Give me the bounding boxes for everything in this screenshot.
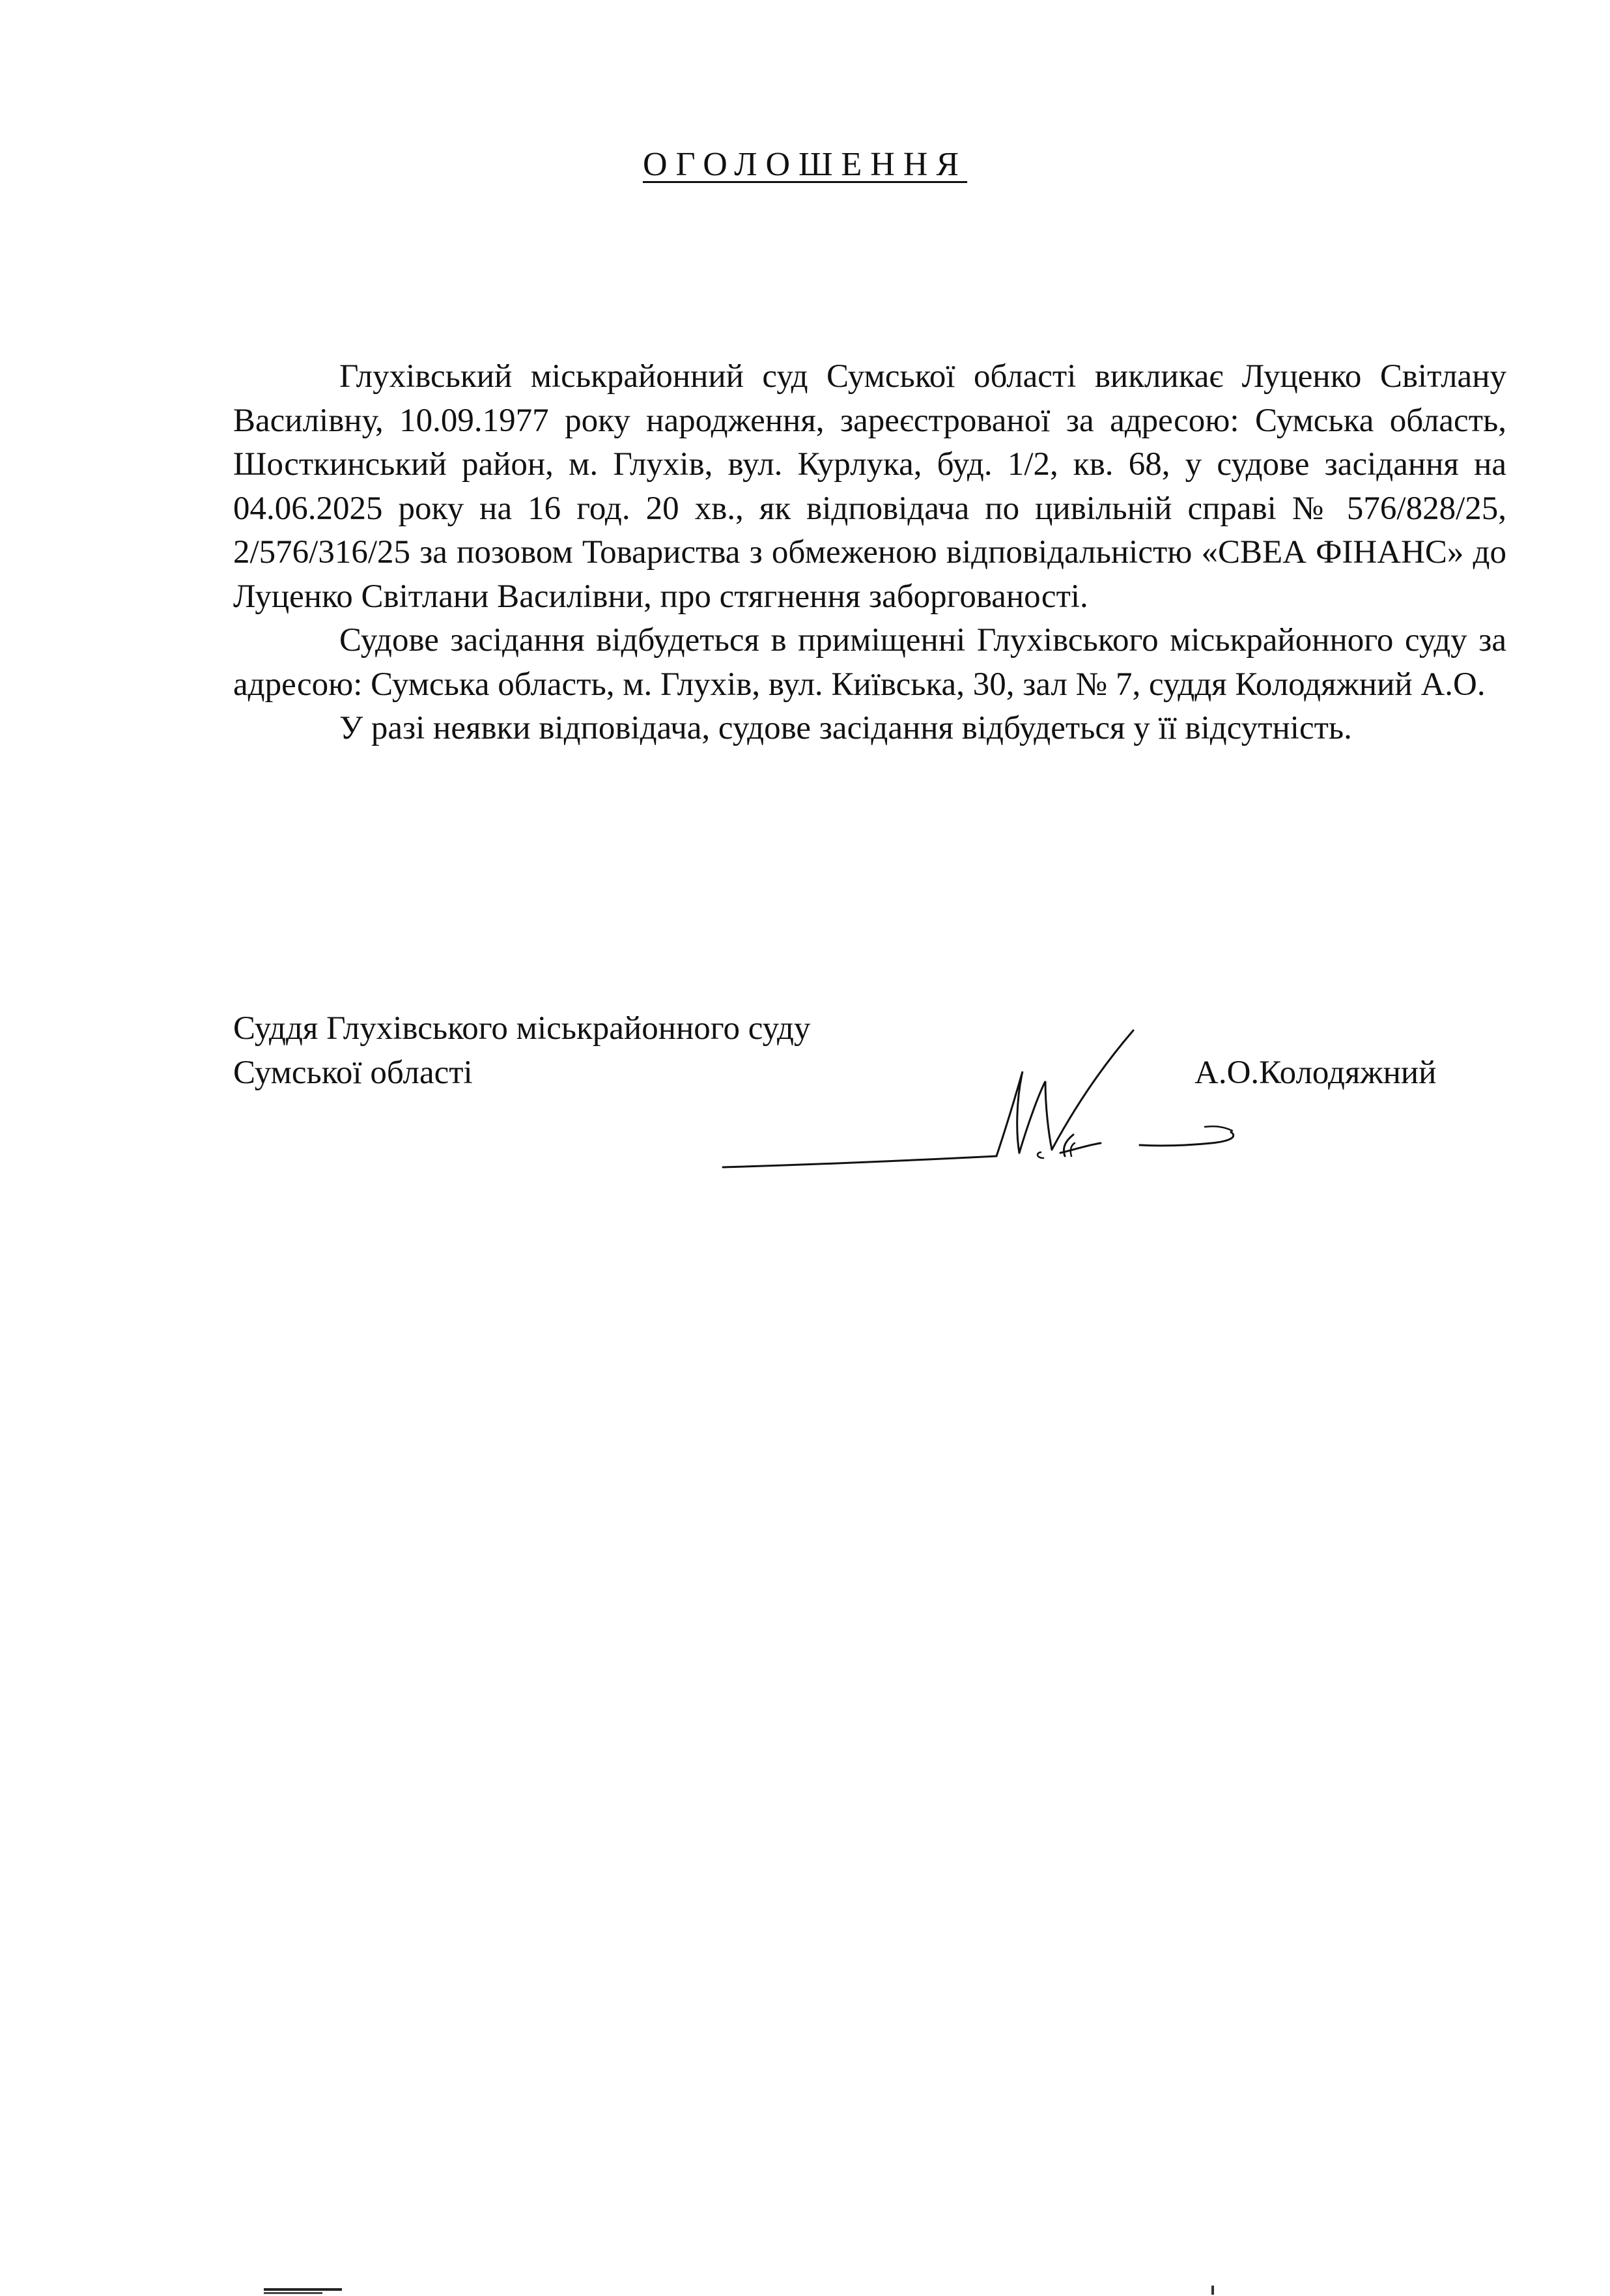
judge-name: А.О.Колодяжний <box>1194 1055 1437 1091</box>
signature-position-line2: Сумської області <box>233 1055 473 1091</box>
handwritten-signature-icon <box>710 1023 1270 1179</box>
document-body <box>233 355 1506 751</box>
scan-artifact-marks <box>0 2276 1610 2296</box>
document-title: ОГОЛОШЕННЯ <box>642 146 968 183</box>
signature-position-line1: Суддя Глухівського міськрайонного суду <box>233 1010 811 1047</box>
paragraph-absence-notice: У разі неявки відповідача, судове засідання відбудеться у її відсутність. <box>339 710 1352 746</box>
paragraph-summons: Глухівський міськрайонний суд Сумської області викликає Луценко Світлану Василівну, 10.09.1977 року народження, зареєстрованої за адресою: Сумська область, Шосткинський район, м. Глухів, вул. Курлука, буд. 1/2, кв. 68, у судове засідання на 04.06.2025 року на 16 год. 20 хв., як відповідача по цивільній справі № 576/828/25, 2/576/316/25 за позовом Товариства з обмеженою відповідальністю «СВЕА ФІНАНС» до Луценко Світлани Василівни, про стягнення заборгованості. <box>233 358 1506 615</box>
paragraph-hearing-location: Судове засідання відбудеться в приміщенні Глухівського міськрайонного суду за адресою: Сумська область, м. Глухів, вул. Київська, 30, зал № 7, суддя Колодяжний А.О. <box>233 622 1506 703</box>
